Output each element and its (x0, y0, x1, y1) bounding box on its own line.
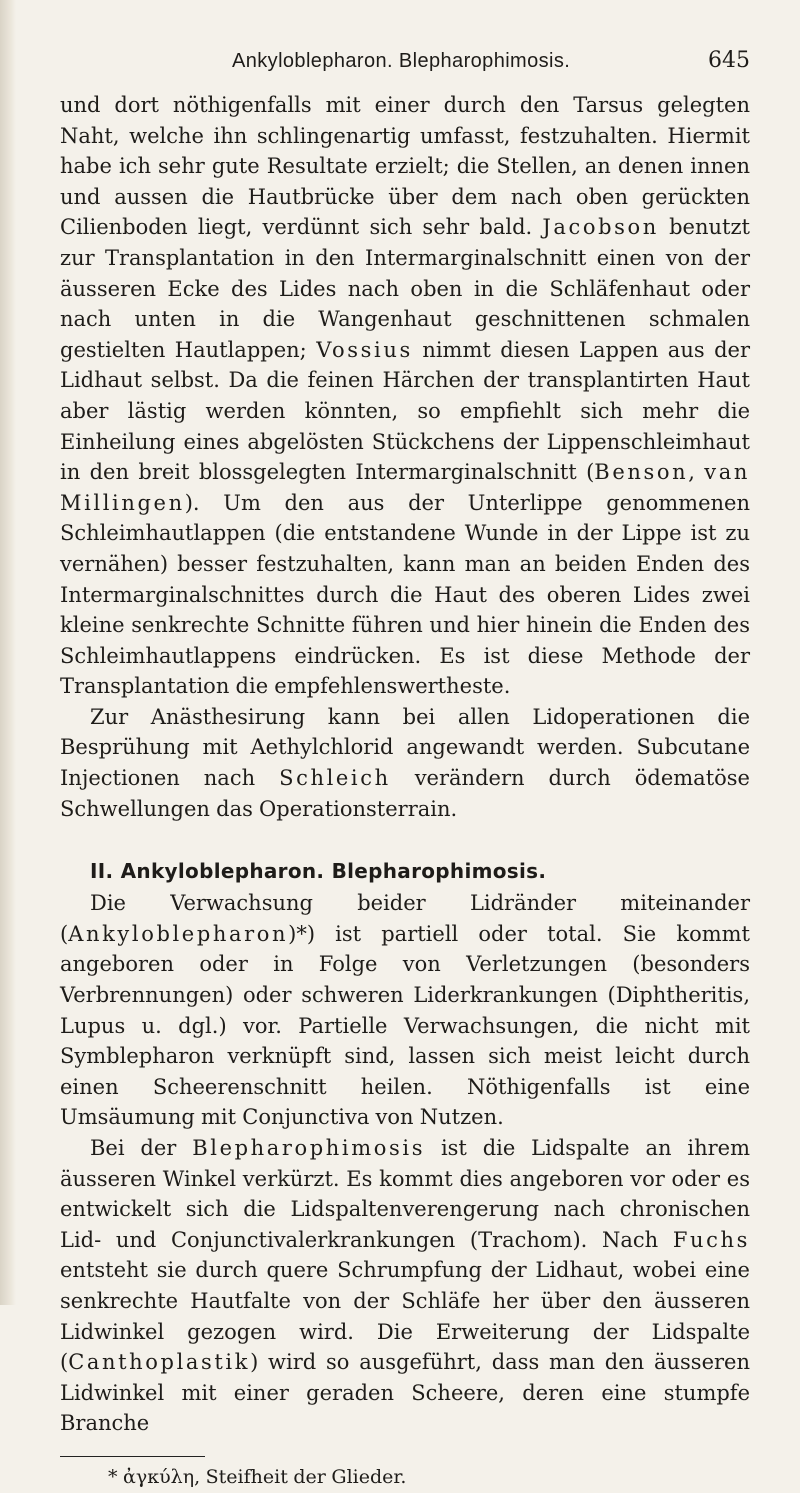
author-van-millingen: van Millingen (60, 460, 750, 515)
term-blepharophimosis: Blepharophimosis (192, 1136, 426, 1160)
author-fuchs: Fuchs (672, 1227, 750, 1252)
paragraph-anaesthesia: Zur Anästhesirung kann bei allen Lidoperationen die Besprühung mit Aethylchlorid angewandt werden. Subcutane Injectionen nach Schleich verändern durch ödematöse Schwellungen das Operationsterrain. (60, 704, 750, 821)
paragraph-transplantation: und dort nöthigenfalls mit einer durch den Tarsus gelegten Naht, welche ihn schlingenartig umfasst, festzuhalten. Hiermit habe ich sehr gute Resultate erzielt; die Stellen, an denen innen und aussen die Hautbrücke über dem nach oben gerückten Cilienboden liegt, verdünnt sich sehr bald. Jacobson benutzt zur Transplantation in den Intermarginalschnitt einen von der äusseren Ecke des Lides nach oben in die Schläfenhaut oder nach unten in die Wangenhaut geschnittenen schmalen gestielten Hautlappen; Vossius nimmt diesen Lappen aus der Lidhaut selbst. Da die feinen Härchen der transplantirten Haut aber lästig werden könnten, so empfiehlt sich mehr die Einheilung eines abgelösten Stückchens der Lippenschleimhaut in den breit blossgelegten Intermarginalschnitt (Benson, van Millingen). Um den aus der Unterlippe genommenen Schleimhautlappen (die entstandene Wunde in der Lippe ist zu vernähen) besser festzuhalten, kann man an beiden Enden des Intermarginalschnittes durch die Haut des oberen Lides zwei kleine senkrechte Schnitte führen und hier hinein die Enden des Schleimhautlappens eindrücken. Es ist diese Methode der Transplantation die empfehlenswertheste. (60, 93, 750, 699)
paragraph-ankyloblepharon: Die Verwachsung beider Lidränder miteinander (Ankyloblepharon)*) ist partiell oder total. Sie kommt angeboren oder in Folge von Verletzungen (besonders Verbrennungen) oder schweren Liderkrankungen (Diphtheritis, Lupus u. dgl.) vor. Partielle Verwachsungen, die nicht mit Symblepharon verknüpft sind, lassen sich meist leicht durch einen Scheerenschnitt heilen. Nöthigenfalls ist eine Umsäumung mit Conjunctiva von Nutzen. (60, 891, 750, 1130)
running-title: Ankyloblepharon. Blepharophimosis. (232, 50, 571, 72)
author-jacobson: Jacobson (542, 215, 659, 240)
author-vossius: Vossius (316, 337, 413, 362)
term-canthoplastik: Canthoplastik (68, 1350, 251, 1375)
paragraph-blepharophimosis: Bei der Blepharophimosis ist die Lidspalte an ihrem äusseren Winkel verkürzt. Es kommt dies angeboren vor oder es entwickelt sich die Lidspaltenverengerung nach chronischen Lid- und Conjunctivalerkrankungen (Trachom). Nach Fuchs entsteht sie durch quere Schrumpfung der Lidhaut, wobei eine senkrechte Hautfalte von der Schläfe her über den äusseren Lidwinkel gezogen wird. Die Erweiterung der Lidspalte (Canthoplastik) wird so ausgeführt, dass man den äusseren Lidwinkel mit einer geraden Scheere, deren eine stumpfe Branche (60, 1136, 750, 1436)
section-heading: II. Ankyloblepharon. Blepharophimosis. (90, 859, 547, 884)
running-head (60, 50, 750, 80)
footnote-rule (60, 1456, 205, 1457)
page-number: 645 (708, 48, 750, 73)
footnote: * ἀγκύλη, Steifheit der Glieder. (108, 1465, 407, 1488)
term-ankyloblepharon: Ankyloblepharon (68, 921, 289, 946)
body-text (60, 90, 750, 1493)
book-page (60, 0, 750, 1488)
author-benson: Benson (594, 460, 689, 485)
page-edge-shadow (0, 0, 16, 1305)
author-schleich: Schleich (279, 766, 391, 791)
